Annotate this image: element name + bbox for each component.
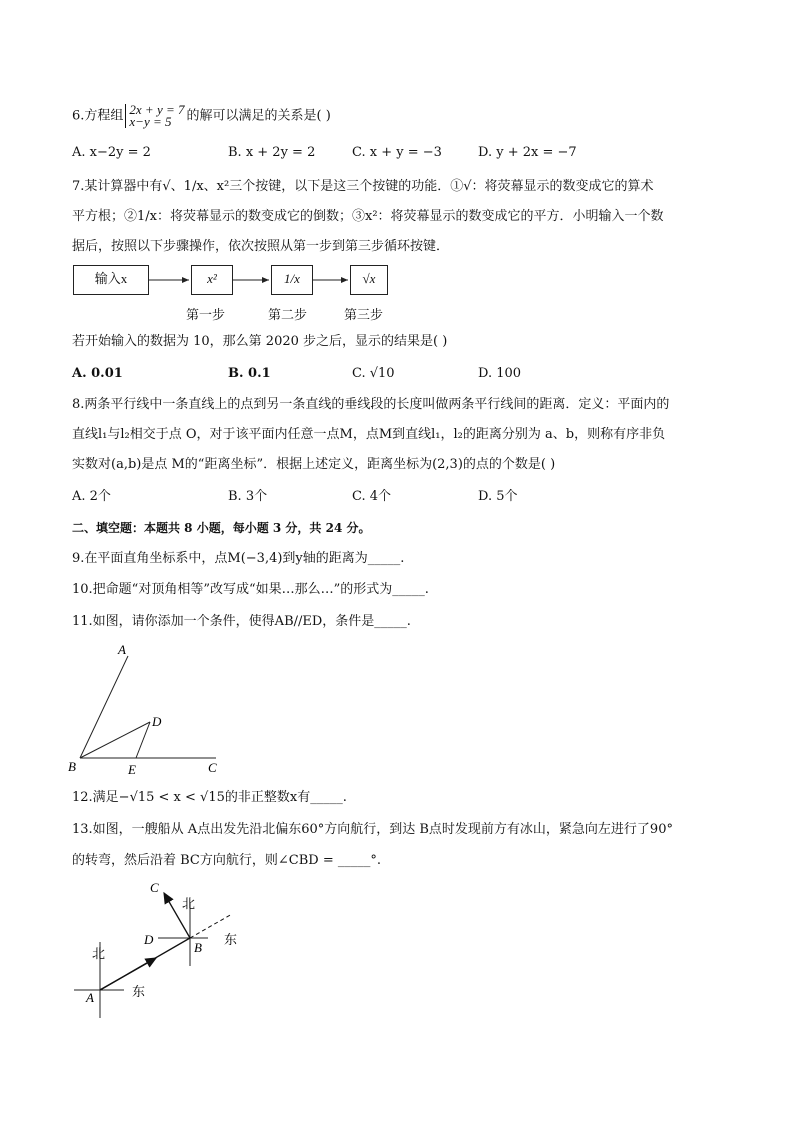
q8-line3: 实数对(a,b)是点 M的“距离坐标”．根据上述定义，距离坐标为(2,3)的点的个数是( ) (72, 457, 556, 472)
q7-option-a: A. 0.01 (72, 366, 123, 381)
label-c: C (150, 880, 159, 895)
path-ab-arrow (100, 958, 156, 990)
q7-option-c: C. √10 (352, 366, 395, 381)
q8-option-d: D. 5个 (478, 489, 518, 504)
q7-option-d: D. 100 (478, 366, 522, 381)
q7-line3: 据后，按照以下步骤操作，依次按照从第一步到第三步循环按键． (72, 239, 450, 254)
q6-option-c: C. x + y = −3 (352, 145, 442, 160)
flow-step2-label: 第二步 (268, 308, 308, 323)
label-b: B (194, 940, 202, 955)
label-a: A (118, 642, 126, 657)
segment-ba (80, 656, 128, 758)
flow-step1-label: 第一步 (186, 308, 226, 323)
segment-bd (80, 722, 150, 758)
q8-option-c: C. 4个 (352, 489, 392, 504)
q8-line1: 8.两条平行线中一条直线上的点到另一条直线的垂线段的长度叫做两条平行线间的距离．定义：平面内的 (72, 397, 670, 412)
flow-square-label: x² (207, 271, 217, 286)
q6-option-b: B. x + 2y = 2 (228, 145, 316, 160)
label-east-a: 东 (132, 984, 146, 999)
flow-input-label: 输入x (94, 271, 128, 286)
flow-arrows (0, 0, 794, 320)
q11-text: 11.如图，请你添加一个条件，使得AB//ED，条件是_____. (72, 614, 411, 629)
q13-figure (60, 872, 260, 1022)
q11-figure (60, 640, 240, 780)
section-title: 二、填空题：本题共 8 小题，每小题 3 分，共 24 分。 (72, 521, 371, 535)
q6-option-a: A. x−2y = 2 (72, 145, 151, 160)
q13-line2: 的转弯，然后沿着 BC方向航行，则∠CBD = _____°. (72, 853, 381, 868)
q8-line2: 直线l₁与l₂相交于点 O，对于该平面内任意一点M，点M到直线l₁，l₂的距离分别为 a、b，则称有序非负 (72, 427, 666, 442)
q10-text: 10.把命题“对顶角相等”改写成“如果…那么…”的形式为_____. (72, 582, 429, 597)
q13-line1: 13.如图，一艘船从 A点出发先沿北偏东60°方向航行，到达 B点时发现前方有冰山，紧急向左进行了90° (72, 822, 673, 837)
flow-step3-label: 第三步 (344, 308, 384, 323)
q6-eq1: 2x + y = 7 (129, 102, 185, 117)
label-b: B (68, 759, 76, 774)
label-north-b: 北 (182, 896, 196, 911)
label-e: E (128, 762, 136, 777)
q6-prefix: 6.方程组 (72, 108, 124, 124)
label-north-a: 北 (92, 946, 106, 961)
label-c: C (208, 760, 217, 775)
q12-text: 12.满足−√15 < x < √15的非正整数x有_____. (72, 790, 347, 805)
label-d: D (152, 714, 162, 729)
q7-option-b: B. 0.1 (228, 366, 271, 381)
q7-line4: 若开始输入的数据为 10，那么第 2020 步之后，显示的结果是( ) (72, 334, 448, 349)
q6-option-d: D. y + 2x = −7 (478, 145, 577, 160)
q7-line2: 平方根；②1/x：将荧幕显示的数变成它的倒数；③x²：将荧幕显示的数变成它的平方．小明输入一个数 (72, 209, 664, 224)
q6-eq2: x−y = 5 (129, 114, 172, 129)
label-d: D (144, 932, 154, 947)
q8-option-b: B. 3个 (228, 489, 268, 504)
flow-sqrt-label: √x (362, 271, 376, 286)
q7-line1: 7.某计算器中有√、1/x、x²三个按键，以下是这三个按键的功能．①√：将荧幕显示的数变成它的算术 (72, 179, 654, 194)
label-east-b: 东 (224, 932, 238, 947)
q9-text: 9.在平面直角坐标系中，点M(−3,4)到y轴的距离为_____. (72, 551, 405, 566)
q6-suffix: 的解可以满足的关系是( ) (186, 108, 331, 124)
label-a: A (86, 990, 94, 1005)
flow-reciprocal-label: 1/x (284, 271, 300, 286)
segment-de (136, 722, 150, 758)
q8-option-a: A. 2个 (72, 489, 111, 504)
